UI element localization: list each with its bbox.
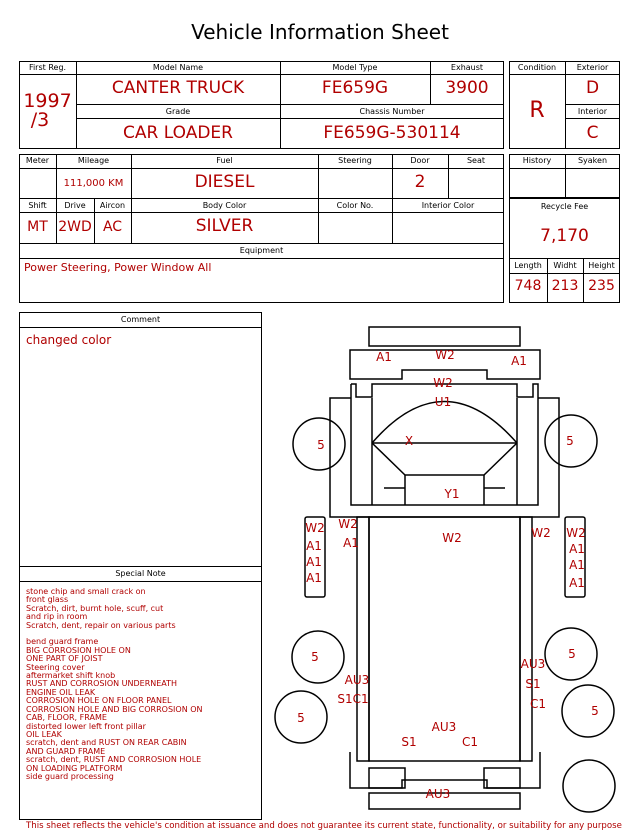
length-value: 748 [514,278,542,294]
mark-guard-right-1: W2 [566,526,586,540]
width-label: Widht [553,261,577,270]
mark-tire-rear-right: 5 [591,704,599,718]
fuel-label: Fuel [216,156,233,165]
mark-bumper-left: A1 [376,350,392,364]
steering-label: Steering [338,156,372,165]
fuel-value: DIESEL [194,172,255,192]
condition-label: Condition [517,63,557,72]
model-name-label: Model Name [152,63,204,72]
sheet-title: Vehicle Information Sheet [191,20,449,44]
history-label: History [522,156,552,165]
model-type-value: FE659G [321,78,389,98]
color-no-label: Color No. [336,201,374,210]
special-note-label: Special Note [115,569,166,578]
exhaust-label: Exhaust [450,63,484,72]
mark-windshield-w: W2 [433,376,453,390]
mark-tire-front-right: 5 [566,434,574,448]
mark-tire-rear-left: 5 [297,711,305,725]
grade-value: CAR LOADER [123,123,233,143]
exterior-label: Exterior [576,63,609,72]
body-color-value: SILVER [195,216,254,236]
mark-guard-left-1: W2 [305,521,325,535]
meter-label: Meter [25,156,50,165]
mark-guard-right-3: A1 [569,558,585,572]
drive-value: 2WD [58,219,92,235]
mark-rear-au3: AU3 [431,720,457,734]
mileage-label: Mileage [77,156,110,165]
mark-rear-bumper-au3: AU3 [425,787,451,801]
disclaimer-footer: This sheet reflects the vehicle's condition at issuance and does not guarantee its current state, functionality, or suitability for any purpose [26,821,622,831]
mark-roof: Y1 [444,487,460,501]
mark-right-c1: C1 [529,697,547,711]
mark-tire-mid-right: 5 [568,647,576,661]
height-label: Height [588,261,615,270]
mark-left-au3: AU3 [344,673,370,687]
mark-hood: X [404,434,414,448]
interior-color-label: Interior Color [421,201,475,210]
exhaust-value: 3900 [445,78,489,98]
comment-text: changed color [26,333,112,347]
mark-rear-c1: C1 [461,735,479,749]
interior-value: C [586,123,599,143]
first-reg-year: 1997 [23,90,72,112]
mark-guard-right-2: A1 [569,542,585,556]
special-note-text: stone chip and small crack on front glass Scratch, dirt, burnt hole, scuff, cut and rip in room Scratch, dent, repair on various parts bend guard frame BIG CORROSION HOLE ON ONE PART OF JOIST Steering cover aftermarket shift knob RUST AND CORROSION UNDERNEATH ENGINE OIL LEAK CORROSION HOLE ON FLOOR PANEL CORROSION HOLE AND BIG CORROSION ON CAB, FLOOR, FRAME distorted lower left front pillar OIL LEAK scratch, dent and RUST ON REAR CABIN AND GUARD FRAME scratch, dent, RUST AND CORROSION HOLE ON LOADING PLATFORM side guard processing [26,587,203,781]
comment-label: Comment [120,315,161,324]
mark-bed-left-a: A1 [343,536,359,550]
shift-value: MT [27,219,48,235]
mark-right-s1: S1 [525,677,541,691]
first-reg-label: First Reg. [28,63,67,72]
recycle-fee-label: Recycle Fee [540,202,589,211]
length-label: Length [514,261,542,270]
width-value: 213 [551,278,579,294]
mark-guard-left-2: A1 [306,539,322,553]
seat-label: Seat [466,156,486,165]
door-label: Door [410,156,430,165]
syaken-label: Syaken [577,156,608,165]
body-color-label: Body Color [202,201,247,210]
mileage-value: 111,000 KM [63,178,124,189]
equipment-value: Power Steering, Power Window All [24,261,212,274]
model-name-value: CANTER TRUCK [111,78,245,98]
damage-marks [297,348,599,801]
exterior-value: D [585,78,600,98]
aircon-value: AC [102,219,123,235]
height-value: 235 [588,278,615,294]
chassis-label: Chassis Number [359,107,425,116]
interior-label: Interior [577,107,608,116]
mark-tire-mid-left: 5 [311,650,319,664]
mark-bumper-right: A1 [511,354,527,368]
mark-guard-right-4: A1 [569,576,585,590]
drive-label: Drive [64,201,86,210]
mark-rear-s1: S1 [401,735,417,749]
mark-tire-front-left: 5 [317,438,325,452]
grade-label: Grade [165,107,191,116]
first-reg-month: /3 [30,109,50,131]
shift-label: Shift [28,201,47,210]
model-type-label: Model Type [332,63,378,72]
aircon-label: Aircon [99,201,126,210]
door-value: 2 [414,172,426,192]
mark-bumper-center: W2 [435,348,455,362]
chassis-value: FE659G-530114 [323,123,461,143]
condition-value: R [529,98,545,123]
mark-bed-center: W2 [442,531,462,545]
mark-bed-left-w: W2 [338,517,358,531]
recycle-fee-value: 7,170 [540,226,589,246]
equipment-label: Equipment [239,246,284,255]
mark-guard-left-4: A1 [306,571,322,585]
mark-guard-left-3: A1 [306,555,322,569]
mark-right-au3: AU3 [520,657,546,671]
mark-left-s1c1: S1C1 [337,692,369,706]
mark-bed-right-w: W2 [531,526,551,540]
mark-windshield-u: U1 [434,395,452,409]
